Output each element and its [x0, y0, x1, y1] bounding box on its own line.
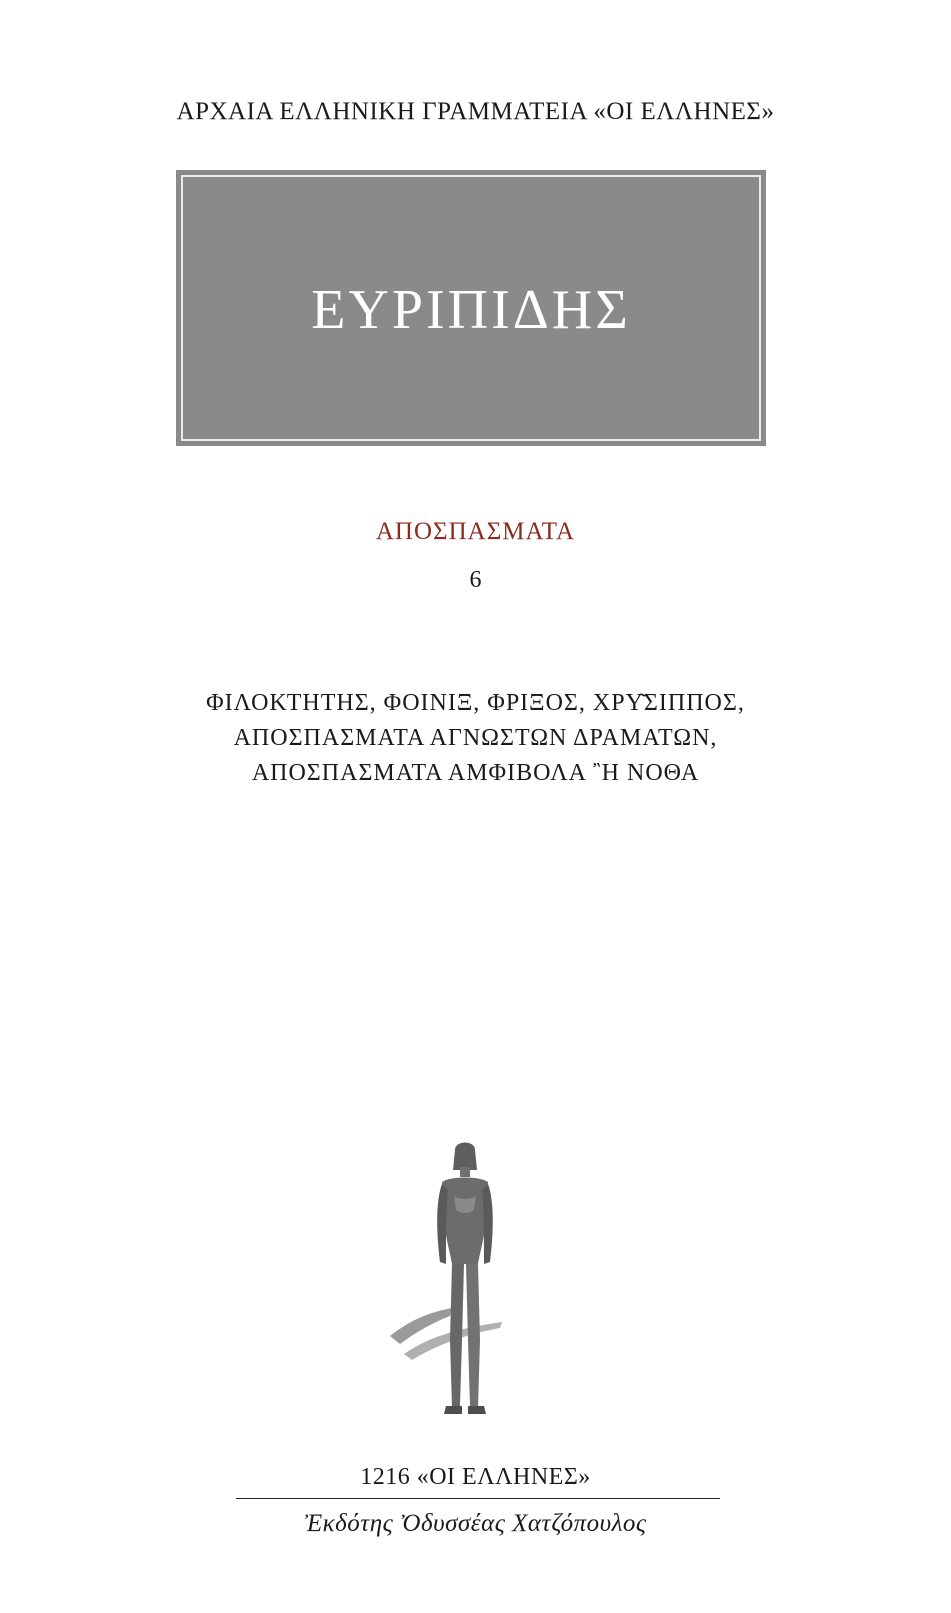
work-type: ΑΠΟΣΠΑΣΜΑΤΑ [375, 518, 576, 545]
series-title: ΑΡΧΑΙΑ ΕΛΛΗΝΙΚΗ ΓΡΑΜΜΑΤΕΙΑ «ΟΙ ΕΛΛΗΝΕΣ» [176, 98, 775, 125]
author-box [176, 170, 766, 446]
series-number: 1216 «ΟΙ ΕΛΛΗΝΕΣ» [360, 1464, 591, 1490]
divider-rule [236, 1498, 720, 1499]
publisher-line: Ἐκδότης Ὀδυσσέας Χατζόπουλος [304, 1510, 647, 1537]
contents-line: ΑΠΟΣΠΑΣΜΑΤΑ ΑΓΝΩΣΤΩΝ ΔΡΑΜΑΤΩΝ, [233, 725, 718, 751]
volume-number: 6 [469, 567, 482, 593]
contents-list [0, 686, 951, 791]
contents-line: ΑΠΟΣΠΑΣΜΑΤΑ ΑΜΦΙΒΟΛΑ ῍Η ΝΟΘΑ [251, 760, 700, 786]
contents-line: ΦΙΛΟΚΤΗΤΗΣ, ΦΟΙΝΙΞ, ΦΡΙΞΟΣ, ΧΡΥ͂ΣΙΠΠΟΣ, [206, 690, 745, 716]
kouros-statue-icon [390, 1140, 540, 1430]
author-name: ΕΥΡΙΠΙΔΗΣ [311, 279, 631, 341]
